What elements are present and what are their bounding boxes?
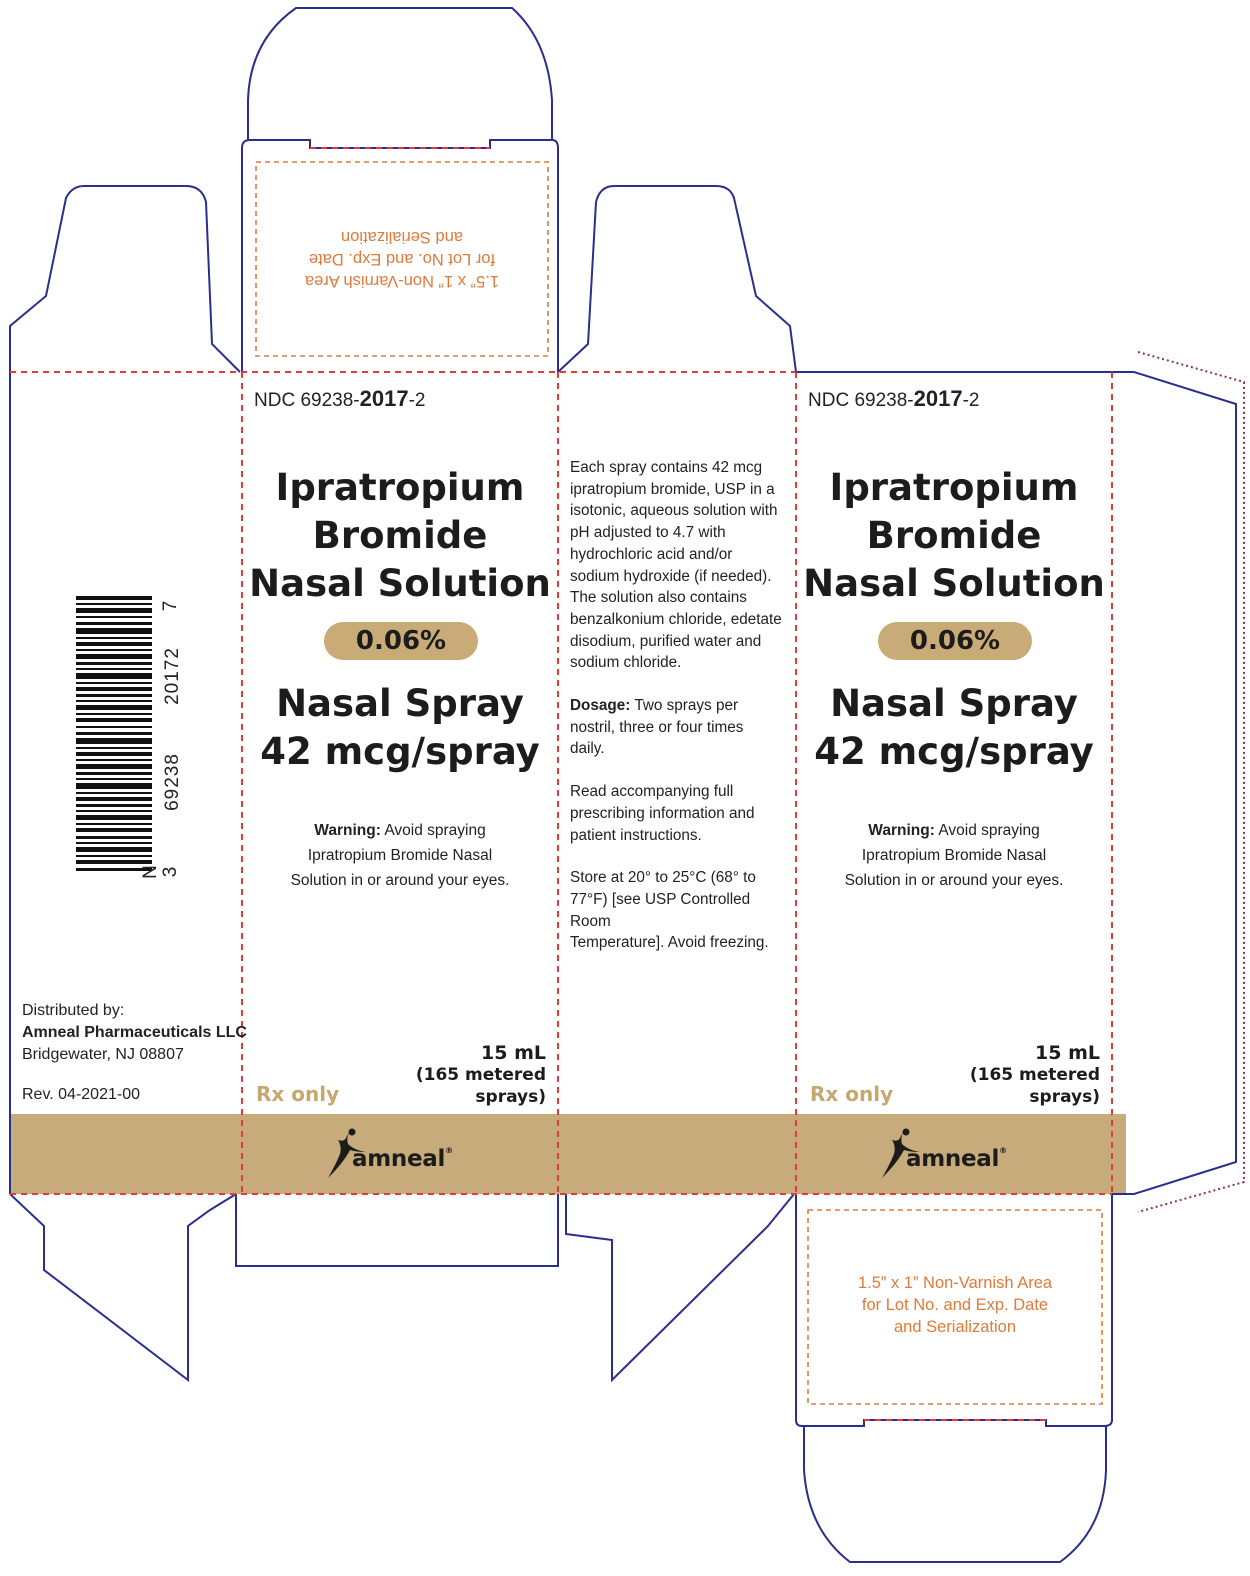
left-flap-top-outline [10, 186, 240, 372]
middle-flap-top-outline [558, 186, 796, 372]
amneal-wordmark: amneal® [352, 1146, 453, 1172]
composition-text: Each spray contains 42 mcg ipratropium bromide, USP in a isotonic, aqueous solution with pH adjusted to 4.7 with hydrochloric acid and/or sodium hydroxide (if needed). The solution also contains benzalkonium chloride, edetate disodium, purified water and sodium chloride. [570, 459, 782, 672]
left-flap-bottom-outline [10, 1194, 236, 1380]
title-line3: Nasal Solution [249, 562, 551, 605]
warning-line2: Ipratropium Bromide Nasal [307, 847, 493, 864]
ndc-number [808, 386, 979, 412]
barcode-digit-system: 3 [160, 866, 181, 878]
front-panel-secondary [796, 372, 1112, 1114]
barcode [60, 596, 190, 896]
warning-line1: Avoid spraying [934, 822, 1040, 839]
read-instructions-text: Read accompanying full prescribing information and patient instructions. [570, 783, 755, 844]
title-line3: Nasal Solution [803, 562, 1105, 605]
dosage-text: Dosage: Two sprays per nostril, three or four times daily. [570, 697, 744, 758]
title-line1: Ipratropium [275, 466, 525, 509]
barcode-digit-check: 7 [160, 600, 181, 612]
ndc-product-code: 2017 [913, 386, 963, 411]
distributor-name: Amneal Pharmaceuticals LLC [22, 1024, 247, 1041]
front-panel-primary [242, 372, 558, 1114]
non-varnish-line3: and Serialization [341, 228, 463, 246]
title-line2: Bromide [312, 514, 488, 557]
barcode-digit-group2: 20172 [162, 647, 183, 705]
warning-text [282, 818, 518, 893]
sprays-line2: sprays) [1029, 1087, 1100, 1107]
ndc-product-code: 2017 [359, 386, 409, 411]
package-quantity [416, 1042, 546, 1108]
non-varnish-line2: for Lot No. and Exp. Date [308, 250, 496, 268]
amneal-wordmark: amneal® [906, 1146, 1007, 1172]
revision-code: Rev. 04-2021-00 [22, 1086, 140, 1103]
ndc-prefix: NDC 69238- [254, 390, 360, 411]
non-varnish-line1: 1.5” x 1” Non-Varnish Area [857, 1274, 1053, 1292]
sprays-line1: (165 metered [969, 1065, 1100, 1085]
ndc-suffix: -2 [408, 390, 426, 411]
distributor-block [22, 1000, 247, 1066]
non-varnish-line2: for Lot No. and Exp. Date [861, 1296, 1049, 1314]
glue-tab-dotted [1138, 352, 1244, 1212]
ndc-number [254, 386, 425, 412]
product-title [242, 464, 558, 608]
warning-label: Warning: [314, 822, 381, 839]
rx-only-label: Rx only [810, 1082, 894, 1106]
form-line1: Nasal Spray [830, 682, 1078, 725]
right-bottom-tuck-outline [804, 1426, 1106, 1562]
form-line2: 42 mcg/spray [260, 730, 540, 773]
ndc-prefix: NDC 69238- [808, 390, 914, 411]
dosage-form [796, 680, 1112, 776]
warning-label: Warning: [868, 822, 935, 839]
volume: 15 mL [481, 1042, 546, 1064]
dosage-form [242, 680, 558, 776]
distributor-label: Distributed by: [22, 1002, 125, 1019]
form-line1: Nasal Spray [276, 682, 524, 725]
storage-text: Store at 20° to 25°C (68° to 77°F) [see USP Controlled Room Temperature]. Avoid freezing. [570, 869, 769, 952]
glue-tab-outline [1112, 372, 1236, 1194]
warning-line3: Solution in or around your eyes. [290, 872, 510, 889]
top-tuck-flap-outline [248, 8, 552, 140]
volume: 15 mL [1035, 1042, 1100, 1064]
barcode-digit-n: N [140, 865, 161, 879]
non-varnish-line1: 1.5” x 1” Non-Varnish Area [304, 272, 500, 290]
barcode-digit-group1: 69238 [162, 753, 183, 811]
ndc-suffix: -2 [962, 390, 980, 411]
distributor-address: Bridgewater, NJ 08807 [22, 1046, 184, 1063]
rx-only-label: Rx only [256, 1082, 340, 1106]
sprays-line1: (165 metered [415, 1065, 546, 1085]
barcode-digits [140, 596, 190, 896]
warning-line3: Solution in or around your eyes. [844, 872, 1064, 889]
title-line2: Bromide [866, 514, 1042, 557]
dosage-label: Dosage: [570, 697, 631, 715]
amneal-logo [326, 1128, 476, 1180]
warning-line2: Ipratropium Bromide Nasal [861, 847, 1047, 864]
non-varnish-line3: and Serialization [894, 1318, 1016, 1336]
sprays-line2: sprays) [475, 1087, 546, 1107]
front-bottom-flap-outline [236, 1194, 558, 1266]
non-varnish-text-bottom [808, 1272, 1102, 1338]
strength-badge: 0.06% [878, 622, 1032, 660]
amneal-logo [880, 1128, 1030, 1180]
non-varnish-text-top [256, 226, 548, 292]
warning-line1: Avoid spraying [380, 822, 486, 839]
title-line1: Ipratropium [829, 466, 1079, 509]
package-quantity [970, 1042, 1100, 1108]
strength-badge: 0.06% [324, 622, 478, 660]
middle-bottom-flap-outline [566, 1194, 794, 1380]
warning-text [836, 818, 1072, 893]
info-panel [570, 457, 784, 975]
form-line2: 42 mcg/spray [814, 730, 1094, 773]
product-title [796, 464, 1112, 608]
